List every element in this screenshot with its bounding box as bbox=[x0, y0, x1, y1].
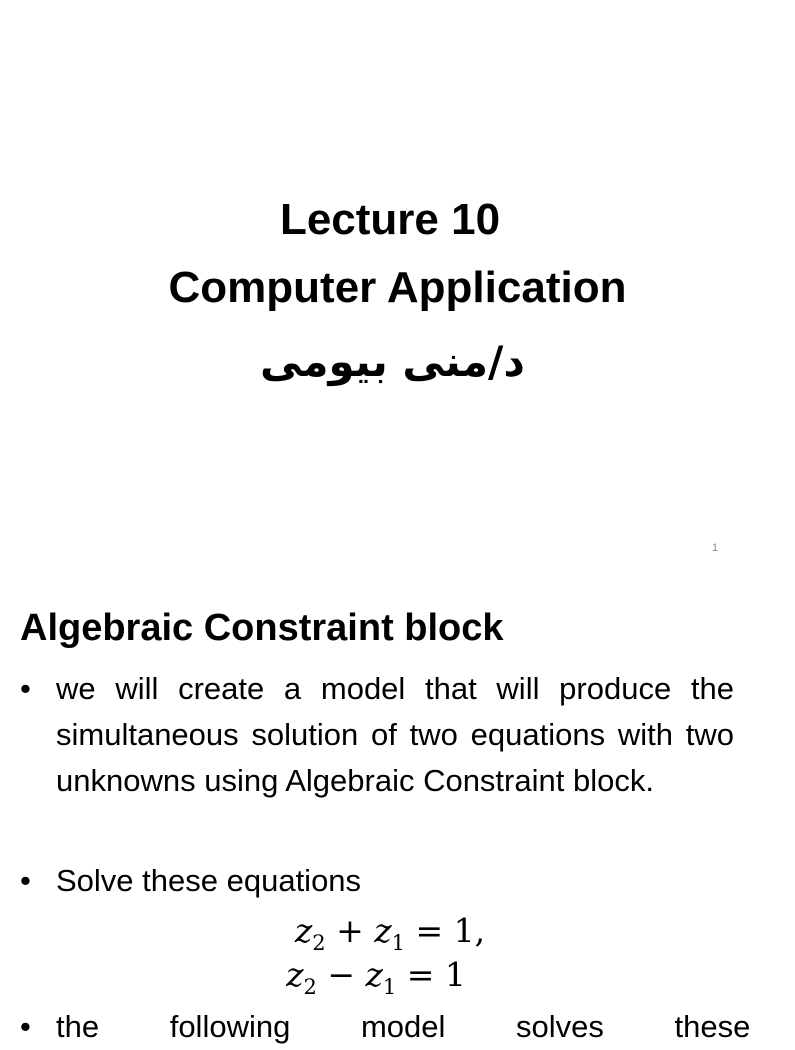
variable: z bbox=[294, 911, 313, 950]
lecture-title: Lecture 10 bbox=[279, 195, 501, 244]
equation-rhs: = 1, bbox=[415, 911, 486, 950]
bullet-text: the following model solves these bbox=[56, 1009, 751, 1044]
bullet-item bbox=[20, 1004, 751, 1050]
bullet-item bbox=[20, 858, 734, 904]
instructor-name: د/منى بيومى bbox=[260, 337, 525, 386]
subscript: 1 bbox=[382, 975, 397, 999]
variable: z bbox=[365, 955, 383, 994]
bullet-text: Solve these equations bbox=[56, 863, 362, 898]
bullet-icon: • bbox=[20, 671, 31, 706]
variable: z bbox=[374, 911, 392, 950]
page-number: 1 bbox=[711, 542, 719, 554]
equation-1 bbox=[6, 909, 774, 953]
subscript: 2 bbox=[312, 931, 326, 955]
operator: − bbox=[327, 955, 355, 994]
subscript: 1 bbox=[391, 931, 406, 955]
bullet-icon: • bbox=[20, 863, 31, 898]
section-heading: Algebraic Constraint block bbox=[20, 607, 504, 649]
equation-2 bbox=[0, 953, 760, 997]
bullet-text: we will create a model that will produce the simultaneous solution of two equations with two unknowns using Algebraic Constraint block. bbox=[56, 671, 734, 798]
bullet-icon: • bbox=[20, 1009, 31, 1044]
equation-rhs: = 1 bbox=[406, 955, 466, 994]
subscript: 2 bbox=[303, 975, 317, 999]
variable: z bbox=[286, 955, 304, 994]
course-title: Computer Application bbox=[168, 263, 627, 312]
content-slide bbox=[0, 576, 768, 1044]
operator: + bbox=[336, 911, 364, 950]
bullet-item bbox=[20, 666, 734, 804]
